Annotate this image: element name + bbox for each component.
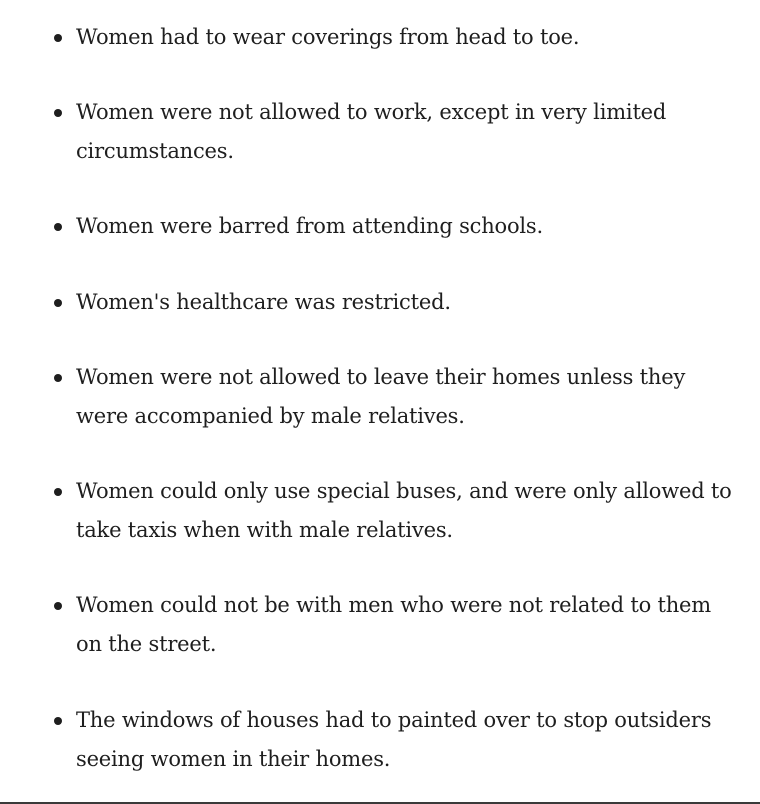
list-item: [76, 358, 736, 436]
list-item-text: Women could not be with men who were not related to them on the street.: [76, 593, 712, 656]
list-item-text: The windows of houses had to painted over to stop outsiders seeing women in their homes.: [76, 708, 712, 771]
list-item: [76, 207, 736, 246]
list-item-text: Women had to wear coverings from head to toe.: [76, 25, 580, 49]
list-item: [76, 586, 736, 664]
list-item-text: Women were barred from attending schools.: [76, 214, 543, 238]
list-item-text: Women's healthcare was restricted.: [76, 290, 451, 314]
list-item: [76, 701, 736, 779]
list-item: [76, 283, 736, 322]
list-item-text: Women could only use special buses, and were only allowed to take taxis when with male relatives.: [76, 479, 732, 542]
list-item-text: Women were not allowed to work, except in very limited circumstances.: [76, 100, 667, 163]
list-item: [76, 93, 736, 171]
list-item: [76, 472, 736, 550]
list-item: [76, 18, 736, 57]
list-item-text: Women were not allowed to leave their homes unless they were accompanied by male relatives.: [76, 365, 686, 428]
